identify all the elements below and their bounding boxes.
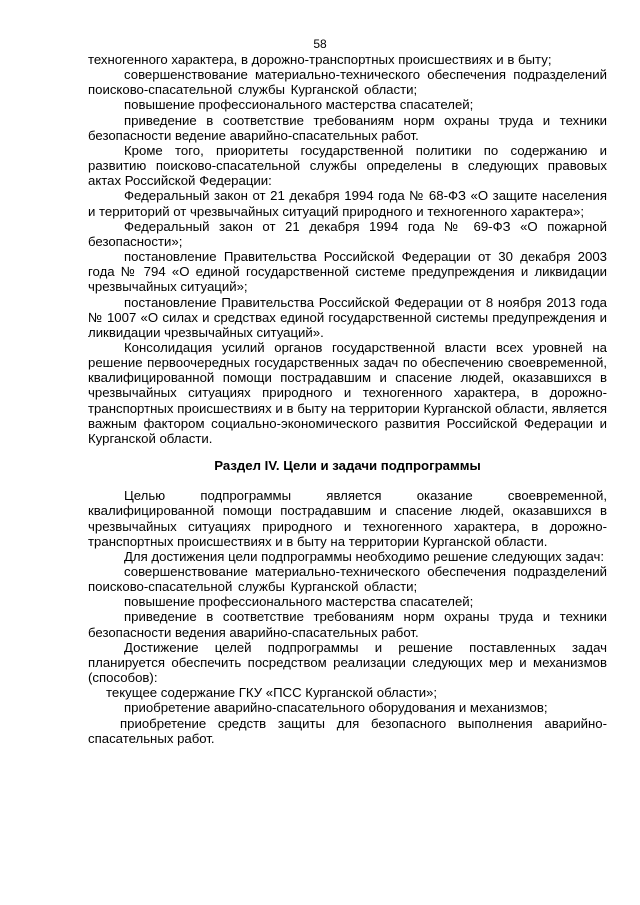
section-title: Раздел IV. Цели и задачи подпрограммы xyxy=(214,458,481,474)
paragraph: совершенствование материально-технического обеспечения подразделений поисково-спасательной службы Курганской области; xyxy=(88,564,607,595)
paragraph: приобретение аварийно-спасательного оборудования и механизмов; xyxy=(124,700,548,716)
paragraph: техногенного характера, в дорожно-транспортных происшествиях и в быту; xyxy=(88,52,552,67)
paragraph: Для достижения цели подпрограммы необходимо решение следующих задач: xyxy=(124,548,605,564)
paragraph: повышение профессионального мастерства спасателей; xyxy=(124,594,474,610)
paragraph: приведение в соответствие требованиям норм охраны труда и техники безопасности ведения аварийно-спасательных работ. xyxy=(88,609,607,640)
paragraph: совершенствование материально-технического обеспечения подразделений поисково-спасательной службы Курганской области; xyxy=(88,67,607,98)
paragraph: приведение в соответствие требованиям норм охраны труда и техники безопасности ведение аварийно-спасательных работ. xyxy=(88,112,607,143)
paragraph: постановление Правительства Российской Федерации от 8 ноября 2013 года № 1007 «О силах и средствах единой государственной системы предупреждения и ликвидации чрезвычайных ситуаций». xyxy=(88,294,607,340)
document-body xyxy=(88,52,607,746)
paragraph: Федеральный закон от 21 декабря 1994 года № 68-ФЗ «О защите населения и территорий от чрезвычайных ситуаций природного и техногенного характера»; xyxy=(88,188,607,219)
paragraph: Кроме того, приоритеты государственной политики по содержанию и развитию поисково-спасательной службы определены в следующих правовых актах Российской Федерации: xyxy=(88,142,607,189)
paragraph: текущее содержание ГКУ «ПСС Курганской области»; xyxy=(106,685,438,701)
paragraph: постановление Правительства Российской Федерации от 30 декабря 2003 года № 794 «О единой государственной системе предупреждения и ликвидации чрезвычайных ситуаций»; xyxy=(88,249,607,295)
page-number: 58 xyxy=(313,37,327,51)
paragraph: Достижение целей подпрограммы и решение поставленных задач планируется обеспечить посредством реализации следующих мер и механизмов (способов): xyxy=(88,639,607,686)
paragraph: Целью подпрограммы является оказание своевременной, квалифицированной помощи пострадавшим и спасение людей, оказавшихся в чрезвычайных ситуациях природного и техногенного характера, в дорожно-транспортных происшествиях и в быту на территории Курганской области. xyxy=(88,488,607,549)
paragraph: повышение профессионального мастерства спасателей; xyxy=(124,97,474,113)
paragraph: Федеральный закон от 21 декабря 1994 года № 69-ФЗ «О пожарной безопасности»; xyxy=(88,218,607,249)
paragraph: приобретение средств защиты для безопасного выполнения аварийно-спасательных работ. xyxy=(88,715,607,746)
paragraph: Консолидация усилий органов государственной власти всех уровней на решение первоочередных государственных задач по обеспечению своевременной, квалифицированной помощи пострадавшим и спасение людей, оказавшихся в чрезвычайных ситуациях природного и техногенного характера, в дорожно-транспортных происшествиях и в быту на территории Курганской области, является важным фактором социально-экономического развития Российской Федерации и Курганской области. xyxy=(88,339,607,446)
